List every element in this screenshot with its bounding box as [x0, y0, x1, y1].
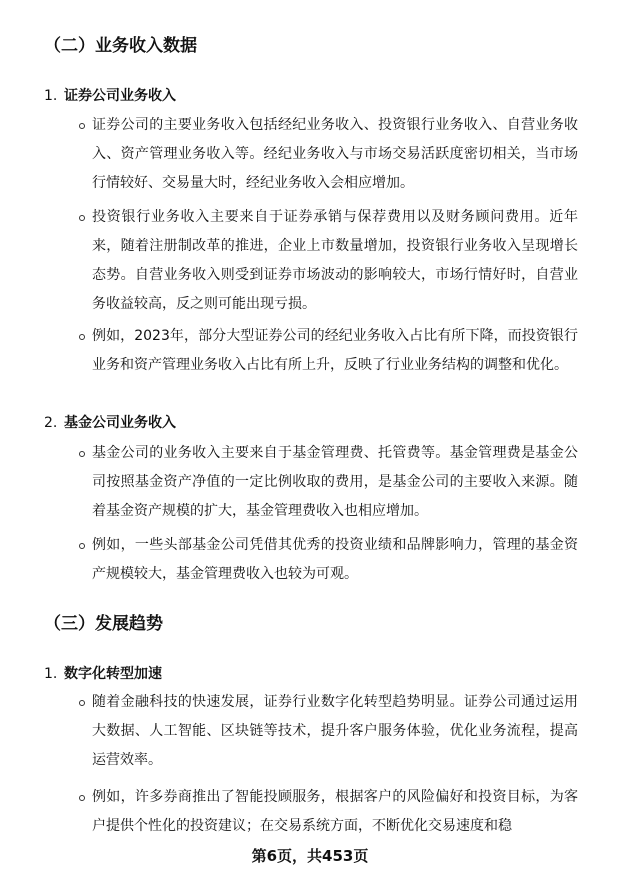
numbered-heading [44, 664, 162, 684]
numbered-heading [44, 413, 176, 433]
heading-text: 基金公司业务收入 [64, 415, 176, 431]
heading-text: 数字化转型加速 [64, 666, 162, 682]
numbered-heading [44, 86, 176, 106]
bullet-paragraph: 例如，一些头部基金公司凭借其优秀的投资业绩和品牌影响力，管理的基金资产规模较大，基金管理费收入也较为可观。 [92, 531, 578, 589]
bullet-paragraph: 随着金融科技的快速发展，证券行业数字化转型趋势明显。证券公司通过运用大数据、人工智能、区块链等技术，提升客户服务体验，优化业务流程，提高运营效率。 [92, 688, 578, 775]
bullet-paragraph: 投资银行业务收入主要来自于证券承销与保荐费用以及财务顾问费用。近年来，随着注册制改革的推进，企业上市数量增加，投资银行业务收入呈现增长态势。自营业务收入则受到证券市场波动的影响较大，市场行情好时，自营业务收益较高，反之则可能出现亏损。 [92, 203, 578, 319]
bullet-paragraph: 基金公司的业务收入主要来自于基金管理费、托管费等。基金管理费是基金公司按照基金资产净值的一定比例收取的费用，是基金公司的主要收入来源。随着基金资产规模的扩大，基金管理费收入也相应增加。 [92, 439, 578, 526]
bullet-paragraph: 例如，许多券商推出了智能投顾服务，根据客户的风险偏好和投资目标，为客户提供个性化的投资建议；在交易系统方面，不断优化交易速度和稳 [92, 783, 578, 841]
bullet-paragraph: 例如，2023年，部分大型证券公司的经纪业务收入占比有所下降，而投资银行业务和资产管理业务收入占比有所上升，反映了行业业务结构的调整和优化。 [92, 322, 578, 380]
section-heading: （三）发展趋势 [44, 614, 163, 634]
bullet-paragraph: 证券公司的主要业务收入包括经纪业务收入、投资银行业务收入、自营业务收入、资产管理业务收入等。经纪业务收入与市场交易活跃度密切相关，当市场行情较好、交易量大时，经纪业务收入会相应增加。 [92, 111, 578, 198]
heading-number: 1. [44, 666, 58, 682]
page-number: 第6页，共453页 [251, 847, 369, 865]
section-heading: （二）业务收入数据 [44, 36, 197, 56]
heading-number: 1. [44, 88, 58, 104]
heading-number: 2. [44, 415, 58, 431]
heading-text: 证券公司业务收入 [64, 88, 176, 104]
